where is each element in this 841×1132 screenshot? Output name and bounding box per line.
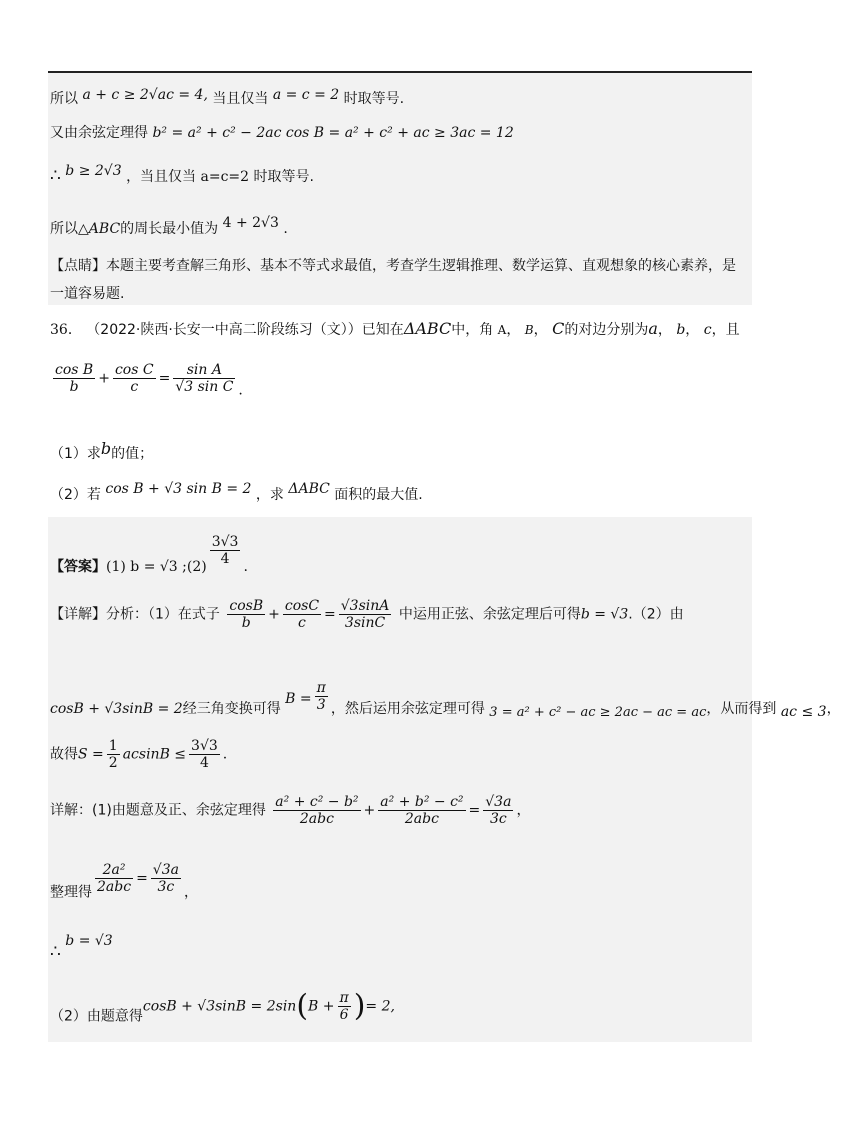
fraction bbox=[483, 794, 513, 827]
denominator: 2abc bbox=[97, 879, 132, 895]
fraction bbox=[378, 794, 465, 827]
denominator: c bbox=[298, 615, 306, 631]
denominator: 4 bbox=[199, 755, 209, 771]
therefore-symbol: ∴ bbox=[50, 166, 61, 186]
text: 经三角变换可得 bbox=[182, 701, 281, 717]
math: cosB + √3sinB = 2sin bbox=[142, 998, 297, 1015]
text: （1）求 bbox=[50, 446, 101, 462]
math: a = c = 2 bbox=[272, 87, 340, 103]
math: C bbox=[552, 319, 565, 338]
denominator: 3c bbox=[489, 811, 507, 827]
line-3 bbox=[50, 160, 314, 188]
text: 面积的最大值. bbox=[334, 487, 423, 503]
denominator: 2abc bbox=[404, 811, 439, 827]
comment-line-2: 一道容易题. bbox=[50, 286, 125, 302]
math: b = √3 bbox=[580, 606, 629, 623]
denominator: 4 bbox=[220, 551, 230, 567]
detail-line-7 bbox=[50, 990, 395, 1028]
fraction bbox=[53, 362, 95, 395]
detail-line-1: 【详解】分析：（1）在式子 $\frac{\cos B}{b}$ + $\frac{\cos C}{c}$ = $\frac{√3\sin A}{3\sin C}$ 中运用正弦、余弦定理后可得b = √3.（2）由 bbox=[50, 598, 684, 631]
math: a bbox=[648, 319, 658, 338]
text: ， bbox=[826, 701, 841, 717]
math: A bbox=[497, 323, 507, 337]
fraction bbox=[113, 362, 156, 395]
right-paren: ) bbox=[353, 988, 366, 1024]
denominator: 3 bbox=[316, 697, 326, 713]
math: a + c ≥ 2√ac = 4, bbox=[82, 87, 208, 103]
math: a=c=2 bbox=[200, 169, 250, 185]
answer-line: 【答案】(1) b = √3 ;(2) $\frac{3√3}{4}$ . bbox=[50, 534, 248, 575]
denominator: 6 bbox=[339, 1007, 349, 1023]
text: ，当且仅当 bbox=[126, 169, 197, 185]
fraction bbox=[151, 862, 181, 895]
math: S = bbox=[78, 746, 104, 763]
numerator: √3a bbox=[485, 794, 512, 810]
numerator: cosC bbox=[284, 598, 320, 614]
fraction bbox=[210, 534, 241, 567]
math: b bbox=[100, 439, 112, 458]
fraction bbox=[95, 862, 133, 895]
text: 中，角 bbox=[451, 322, 494, 338]
math: 4 + 2√3 bbox=[222, 215, 279, 231]
numerator: cosB bbox=[229, 598, 264, 614]
math: ac ≤ 3 bbox=[780, 704, 827, 720]
fraction bbox=[189, 738, 220, 771]
text: ，且 bbox=[711, 322, 740, 338]
denominator: b bbox=[241, 615, 251, 631]
detail-line-2 bbox=[50, 680, 841, 724]
text: 的周长最小值为 bbox=[120, 221, 219, 237]
line-4 bbox=[50, 212, 288, 240]
fraction bbox=[338, 990, 351, 1023]
text: 时取等号. bbox=[343, 91, 405, 107]
question-2 bbox=[50, 478, 423, 506]
math: ΔABC bbox=[288, 481, 330, 497]
numerator: π bbox=[339, 990, 349, 1006]
text: 中运用正弦、余弦定理后可得 bbox=[398, 606, 581, 623]
text: 整理得 bbox=[50, 884, 92, 901]
text: 的值； bbox=[111, 446, 154, 462]
text: （2）若 bbox=[50, 487, 101, 503]
math: cos B + √3 sin B = 2 bbox=[105, 481, 252, 497]
problem-header: 36． （2022·陕西·长安一中高二阶段练习（文））已知在ΔABC中，角 A， B， C的对边分别为a， b， c，且 bbox=[50, 319, 740, 338]
text: ， bbox=[183, 884, 198, 901]
problem-number: 36． bbox=[50, 322, 82, 338]
text: 时取等号. bbox=[253, 169, 314, 185]
solution-block bbox=[48, 517, 752, 1042]
text: （2）由题意得 bbox=[50, 1008, 143, 1025]
math: B = bbox=[285, 691, 312, 707]
text: ， bbox=[516, 802, 531, 819]
text: ，求 bbox=[255, 487, 284, 503]
numerator: a² + b² − c² bbox=[380, 794, 464, 810]
text: . bbox=[222, 746, 228, 763]
detail-line-3 bbox=[50, 738, 227, 771]
text: 所以△ bbox=[50, 221, 89, 237]
fraction bbox=[315, 680, 328, 713]
denominator: 3c bbox=[157, 879, 175, 895]
math: ΔABC bbox=[403, 319, 452, 338]
text: . bbox=[283, 221, 288, 237]
math: acsinB ≤ bbox=[122, 746, 187, 763]
denominator: 2abc bbox=[299, 811, 334, 827]
denominator: c bbox=[130, 379, 139, 395]
fraction bbox=[227, 598, 265, 631]
math: b bbox=[676, 322, 686, 338]
detail-line-6 bbox=[50, 930, 113, 963]
numerator: 2a² bbox=[95, 862, 133, 879]
numerator: √3sinA bbox=[340, 598, 390, 614]
text: 【详解】分析：（1）在式子 bbox=[50, 606, 220, 623]
numerator: 3√3 bbox=[211, 534, 239, 550]
math: cosB + √3sinB = 2 bbox=[50, 701, 183, 717]
left-paren: ( bbox=[296, 988, 309, 1024]
numerator: cos C bbox=[114, 362, 154, 378]
fraction bbox=[107, 738, 120, 771]
text: 的对边分别为 bbox=[564, 322, 649, 338]
denominator: √3 sin C bbox=[175, 379, 234, 395]
text: 当且仅当 bbox=[212, 91, 269, 107]
comment-line-1: 【点睛】本题主要考查解三角形、基本不等式求最值，考查学生逻辑推理、数学运算、直观想象的核心素养，是 bbox=[50, 258, 736, 274]
fraction bbox=[173, 362, 235, 395]
math: b ≥ 2√3 bbox=[65, 163, 122, 179]
problem-equation: $\frac{\text{cos B}}{b}$ + $\frac{\text{cos C}}{c}$ = $\frac{\text{sin A}}{\text{√3 sin C}}$ . bbox=[55, 362, 243, 399]
text: 故得 bbox=[50, 746, 78, 763]
numerator: 1 bbox=[108, 738, 118, 754]
text: .（2）由 bbox=[628, 606, 684, 623]
math: = 2, bbox=[365, 998, 395, 1015]
math: B bbox=[524, 323, 534, 337]
fraction bbox=[273, 794, 360, 827]
detail-line-5: 整理得 $\frac{\text{2a²}}{\text{2abc}}$ = $\frac{√3a}{3c}$ ， bbox=[50, 862, 198, 901]
numerator: a² + c² − b² bbox=[275, 794, 359, 810]
therefore-symbol: ∴ bbox=[50, 942, 61, 962]
numerator: sin A bbox=[173, 362, 235, 379]
text: 详解：(1)由题意及正、余弦定理得 bbox=[50, 802, 266, 819]
denominator: 3sinC bbox=[344, 615, 386, 631]
text: 所以 bbox=[50, 91, 78, 107]
math: b = √3 bbox=[65, 933, 113, 949]
numerator: 3√3 bbox=[191, 738, 218, 754]
math: c bbox=[703, 322, 712, 338]
numerator: π bbox=[316, 680, 326, 696]
fraction bbox=[339, 598, 392, 631]
answer-label: 【答案】 bbox=[50, 559, 106, 575]
fraction bbox=[283, 598, 321, 631]
text: ，从而得到 bbox=[706, 701, 777, 717]
answer-text: (1) b = √3 ;(2) bbox=[106, 559, 207, 575]
denominator: 2 bbox=[108, 755, 118, 771]
detail-line-4: 详解：(1)由题意及正、余弦定理得 $\frac{\text{a² + c² − b²}}{\text{2abc}}$ + $\frac{\text{a² + b² − c²}}{\text{2abc}}$ = $\frac{√3a}{3c}$ ， bbox=[50, 794, 531, 827]
line-2 bbox=[50, 122, 514, 144]
text: ，然后运用余弦定理可得 bbox=[330, 701, 485, 717]
problem-source: （2022·陕西·长安一中高二阶段练习（文））已知在 bbox=[86, 322, 404, 338]
numerator: √3a bbox=[152, 862, 179, 878]
line-1 bbox=[50, 84, 404, 110]
numerator: cos B bbox=[55, 362, 94, 378]
question-1 bbox=[50, 438, 153, 465]
text: 又由余弦定理得 bbox=[50, 125, 148, 141]
denominator: b bbox=[69, 379, 79, 395]
math: B + bbox=[308, 998, 335, 1015]
math: ABC bbox=[88, 221, 121, 237]
math: b² = a² + c² − 2ac cos B = a² + c² + ac ≥ 3ac = 12 bbox=[152, 125, 514, 141]
math: 3 = a² + c² − ac ≥ 2ac − ac = ac bbox=[489, 705, 707, 720]
